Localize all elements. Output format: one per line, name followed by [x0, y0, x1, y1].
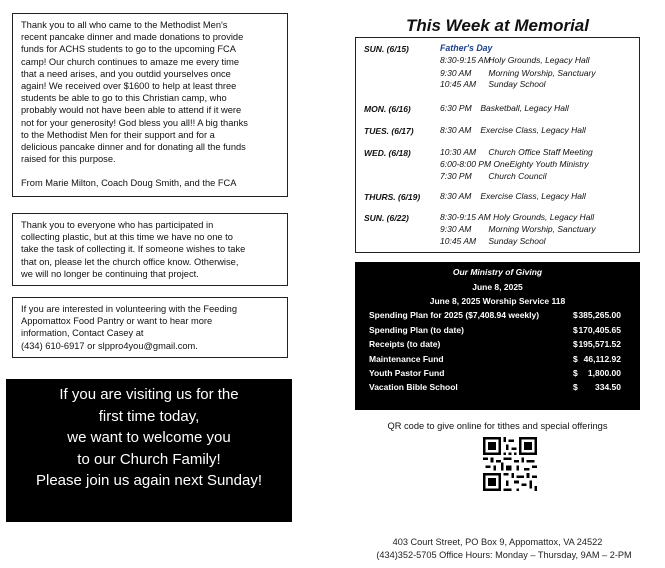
schedule-event [440, 103, 569, 115]
ministry-of-giving-panel [355, 262, 640, 410]
qr-code-icon[interactable] [483, 437, 537, 491]
schedule-event-name: Holy Grounds, Legacy Hall [488, 55, 590, 65]
giving-row [369, 382, 633, 394]
schedule-event-time: 6:00-8:00 PM [440, 159, 492, 169]
schedule-event-holiday: Father's Day [440, 43, 493, 53]
welcome-line: Please join us again next Sunday! [36, 472, 262, 489]
giving-row-amount: 334.50 [595, 382, 621, 392]
fca-thank-you-signature: From Marie Milton, Coach Doug Smith, and the FCA [21, 178, 237, 189]
schedule-event-time: 8:30-9:15 AM [440, 55, 491, 65]
giving-row-amount: 46,112.92 [583, 354, 621, 364]
giving-row-amount: 385,265.00 [578, 310, 621, 320]
welcome-line: to our Church Family! [77, 450, 221, 468]
schedule-event-time: 9:30 AM [440, 224, 472, 234]
schedule-event [440, 236, 546, 248]
schedule-event-name: Basketball, Legacy Hall [480, 103, 569, 113]
schedule-event [440, 171, 547, 183]
schedule-event-time: 8:30 AM [440, 125, 472, 135]
schedule-event-time: 10:30 AM [440, 147, 477, 157]
schedule-event [440, 159, 589, 171]
giving-row-amount: 195,571.52 [578, 339, 621, 349]
giving-row-label: Receipts (to date) [369, 339, 441, 349]
food-pantry-text: If you are interested in volunteering with the Feeding Appomattox Food Pantry or want to hear more information, Contact Casey at (434) 610-6917 or slppro4you@gmail.com. [21, 304, 238, 351]
giving-row [369, 339, 633, 351]
giving-service-attendance: June 8, 2025 Worship Service 118 [429, 296, 566, 306]
giving-row-amount: 1,800.00 [587, 368, 621, 378]
welcome-line: If you are visiting us for the [59, 386, 239, 403]
giving-row-currency: $ [573, 368, 578, 378]
giving-row-label: Spending Plan (to date) [369, 325, 464, 335]
plastic-collection-text: Thank you to everyone who has participated in collecting plastic, but at this time we have no one to take the task of collecting it. If someone wishes to take that on, please let the church office know. Otherwise, we will no longer be continuing that project. [21, 220, 246, 279]
giving-row-label: Spending Plan for 2025 ($7,408.94 weekly) [369, 310, 540, 320]
plastic-collection-notice [12, 213, 288, 286]
office-hours: (434)352-5705 Office Hours: Monday – Thursday, 9AM – 2-PM [376, 550, 632, 560]
schedule-event [440, 55, 589, 67]
schedule-event-time: 7:30 PM [440, 171, 472, 181]
schedule-day-label: SUN. (6/22) [364, 213, 409, 223]
giving-row-currency: $ [573, 354, 578, 364]
giving-row [369, 354, 633, 366]
giving-row-currency: $ [573, 310, 578, 320]
schedule-day-label: TUES. (6/17) [364, 126, 414, 136]
qr-code-caption: QR code to give online for tithes and special offerings [387, 421, 608, 431]
schedule-event [440, 68, 596, 80]
giving-row-currency: $ [573, 339, 578, 349]
welcome-line: we want to welcome you [67, 429, 231, 446]
schedule-day-label: MON. (6/16) [364, 104, 411, 114]
church-address: 403 Court Street, PO Box 9, Appomattox, VA 24522 [392, 537, 603, 547]
week-schedule [355, 37, 640, 253]
giving-row-label: Vacation Bible School [369, 382, 458, 392]
schedule-event-name: Holy Grounds, Legacy Hall [493, 212, 595, 222]
schedule-event-name: Church Office Staff Meeting [488, 147, 593, 157]
schedule-event-name: Exercise Class, Legacy Hall [480, 191, 586, 201]
giving-row-amount: 170,405.65 [578, 325, 621, 335]
schedule-event-time: 6:30 PM [440, 103, 472, 113]
giving-row-label: Maintenance Fund [369, 354, 444, 364]
giving-title: Our Ministry of Giving [452, 267, 543, 277]
schedule-event-name: Morning Worship, Sanctuary [488, 68, 596, 78]
schedule-event-name: Exercise Class, Legacy Hall [480, 125, 586, 135]
schedule-event [440, 191, 586, 203]
giving-row-label: Youth Pastor Fund [369, 368, 445, 378]
schedule-day-label: THURS. (6/19) [364, 192, 421, 202]
giving-row [369, 325, 633, 337]
schedule-event [440, 125, 586, 137]
fca-thank-you-notice [12, 13, 288, 197]
fca-thank-you-text: Thank you to all who came to the Methodist Men's recent pancake dinner and made donations to provide funds for ACHS students to go to the upcoming FCA camp! Our church continues to amaze me every time that a need arises, and you outdid yourselves once again! We received over $1600 to help at least three students be able to go to this Christian camp, who probably would not have been able to attend if it were not for your generosity! God bless you all!! A big thanks to the Methodist Men for their support and for a delicious pancake dinner and for donating all the funds raised for this purpose. [21, 20, 248, 165]
schedule-event-name: Morning Worship, Sanctuary [488, 224, 596, 234]
schedule-event [440, 79, 546, 91]
schedule-day-label: WED. (6/18) [364, 148, 411, 158]
schedule-event-time: 10:45 AM [440, 236, 477, 246]
schedule-event-time: 8:30 AM [440, 191, 472, 201]
schedule-event-name: Sunday School [488, 79, 546, 89]
schedule-event [440, 212, 594, 224]
schedule-event-time: 8:30-9:15 AM [440, 212, 491, 222]
welcome-line: first time today, [98, 407, 200, 425]
schedule-event-name: OneEighty Youth Ministry [493, 159, 589, 169]
food-pantry-notice [12, 297, 288, 358]
schedule-day-label: SUN. (6/15) [364, 44, 409, 54]
schedule-event [440, 224, 596, 236]
giving-row [369, 310, 633, 322]
giving-row-currency: $ [573, 325, 578, 335]
schedule-event-name: Church Council [488, 171, 547, 181]
schedule-event-time: 10:45 AM [440, 79, 477, 89]
welcome-banner [6, 379, 292, 522]
schedule-event-name: Sunday School [488, 236, 546, 246]
giving-row-currency: $ [573, 382, 578, 392]
schedule-event [440, 147, 593, 159]
giving-row [369, 368, 633, 380]
giving-date: June 8, 2025 [472, 282, 523, 292]
week-schedule-title: This Week at Memorial [406, 16, 589, 35]
schedule-event-time: 9:30 AM [440, 68, 472, 78]
